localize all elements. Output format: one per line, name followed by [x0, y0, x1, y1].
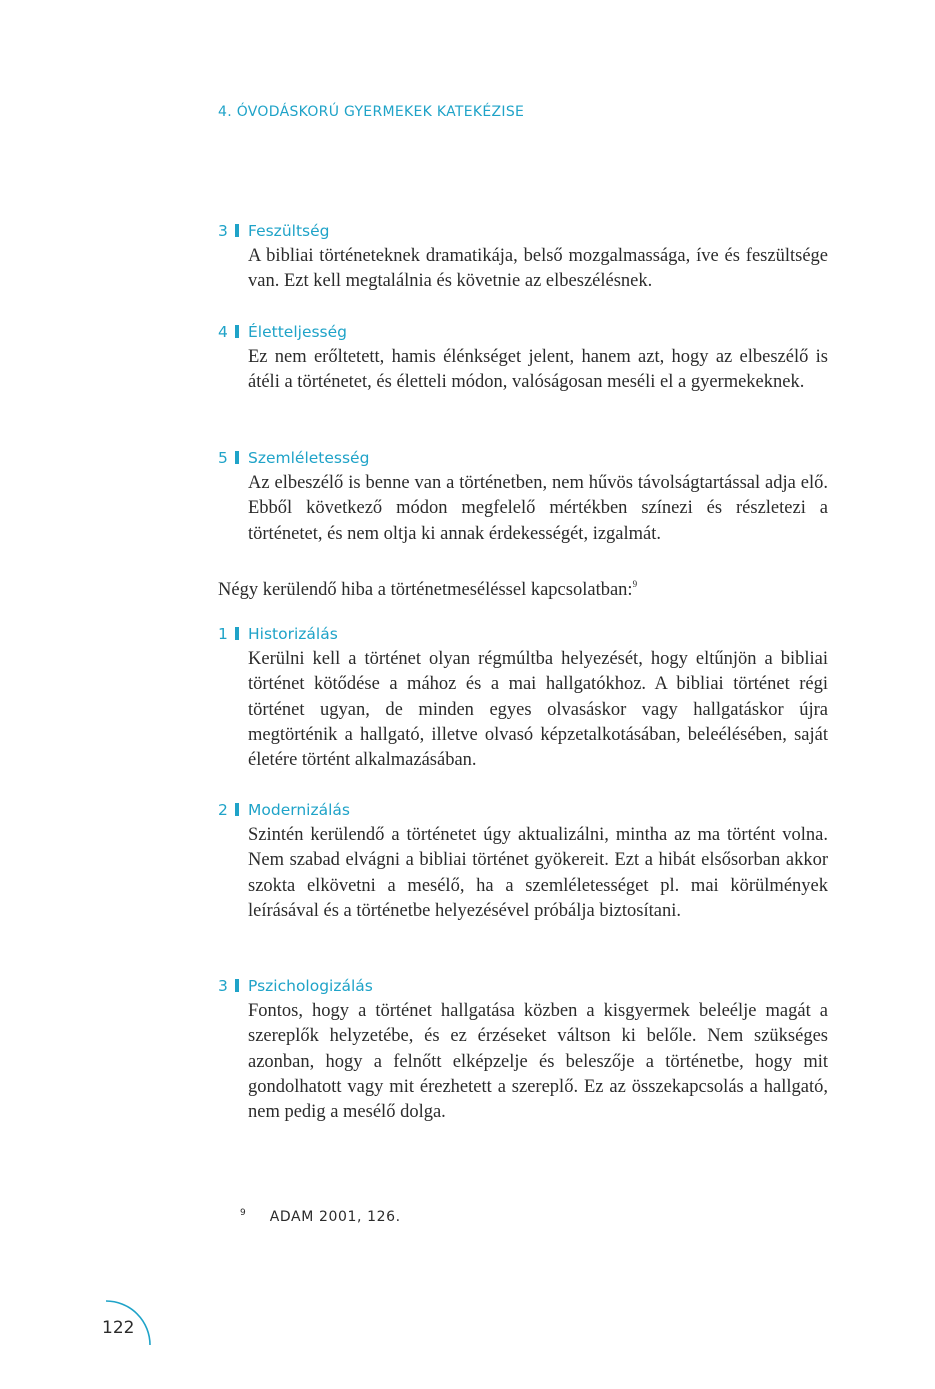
bar-marker	[235, 451, 239, 464]
footnote	[240, 1208, 401, 1225]
item-number: 4	[218, 323, 228, 341]
list-item	[218, 320, 828, 396]
item-heading	[218, 798, 828, 823]
item-number: 3	[218, 977, 228, 995]
footnote-reference[interactable]: 9	[632, 579, 638, 589]
list-item	[218, 974, 828, 1125]
intro-paragraph	[218, 572, 637, 603]
bar-marker	[235, 803, 239, 816]
item-number: 2	[218, 801, 228, 819]
item-number: 5	[218, 449, 228, 467]
item-heading	[218, 219, 828, 244]
list-item	[218, 446, 828, 547]
item-number: 1	[218, 625, 228, 643]
list-item	[218, 798, 828, 924]
item-title: Feszültség	[248, 222, 330, 240]
item-text: Kerülni kell a történet olyan régmúltba helyezését, hogy eltűnjön a bibliai történet kötődése a mához és a mai hallgatókhoz. A bibliai történet régi történet ugyan, de minden egyes olvasáskor vagy hallgatáskor újra megtörténik a hallgató, illetve olvasó képzetalkotásában, beleélésében, saját életére történt alkalmazásában.	[248, 649, 828, 771]
item-text: Szintén kerülendő a történetet úgy aktualizálni, mintha az ma történt volna. Nem szabad elvágni a bibliai történet gyökereit. Ezt a hibát elsősorban akkor szokta elkövetni a mesélő, ha a szemléletességet pl. mai körülmények leírásával és a történetbe helyezésével próbálja biztosítani.	[248, 825, 828, 921]
page-number: 122	[102, 1318, 135, 1338]
item-text: Fontos, hogy a történet hallgatása közben a kisgyermek beleélje magát a szereplők helyzetébe, és ez érzéseket váltson ki belőle. Nem szükséges azonban, hogy a felnőtt elképzelje és beleszője a történetbe, hogy mit gondolhatott vagy mit érezhetett a szereplő. Ez az összekapcsolás a hallgató, nem pedig a mesélő dolga.	[248, 1001, 828, 1123]
bar-marker	[235, 627, 239, 640]
footnote-text: ADAM 2001, 126.	[269, 1209, 401, 1225]
item-title: Historizálás	[248, 625, 338, 643]
item-title: Pszichologizálás	[248, 977, 373, 995]
item-heading	[218, 320, 828, 345]
item-title: Életteljesség	[248, 323, 348, 341]
item-text: Ez nem erőltetett, hamis élénkséget jelent, hanem azt, hogy az elbeszélő is átéli a történetet, és életteli módon, valóságosan meséli el a gyermekeknek.	[248, 347, 828, 393]
footnote-number: 9	[240, 1208, 246, 1218]
bar-marker	[235, 224, 239, 237]
list-item	[218, 622, 828, 773]
item-title: Modernizálás	[248, 801, 350, 819]
item-number: 3	[218, 222, 228, 240]
item-title: Szemléletesség	[248, 449, 370, 467]
item-heading	[218, 622, 828, 647]
item-text: A bibliai történeteknek dramatikája, belső mozgalmassága, íve és feszültsége van. Ezt kell megtalálnia és követnie az elbeszélésnek.	[248, 246, 828, 292]
bar-marker	[235, 325, 239, 338]
item-heading	[218, 974, 828, 999]
item-heading	[218, 446, 828, 471]
chapter-title: 4. ÓVODÁSKORÚ GYERMEKEK KATEKÉZISE	[218, 104, 525, 120]
item-text: Az elbeszélő is benne van a történetben, nem hűvös távolságtartással adja elő. Ebből következő módon megfelelő mértékben színezi és részletezi a történetet, és nem oltja ki annak érdekességét, izgalmát.	[248, 473, 828, 544]
intro-text: Négy kerülendő hiba a történetmeséléssel kapcsolatban:	[218, 580, 633, 600]
bar-marker	[235, 979, 239, 992]
list-item	[218, 219, 828, 295]
